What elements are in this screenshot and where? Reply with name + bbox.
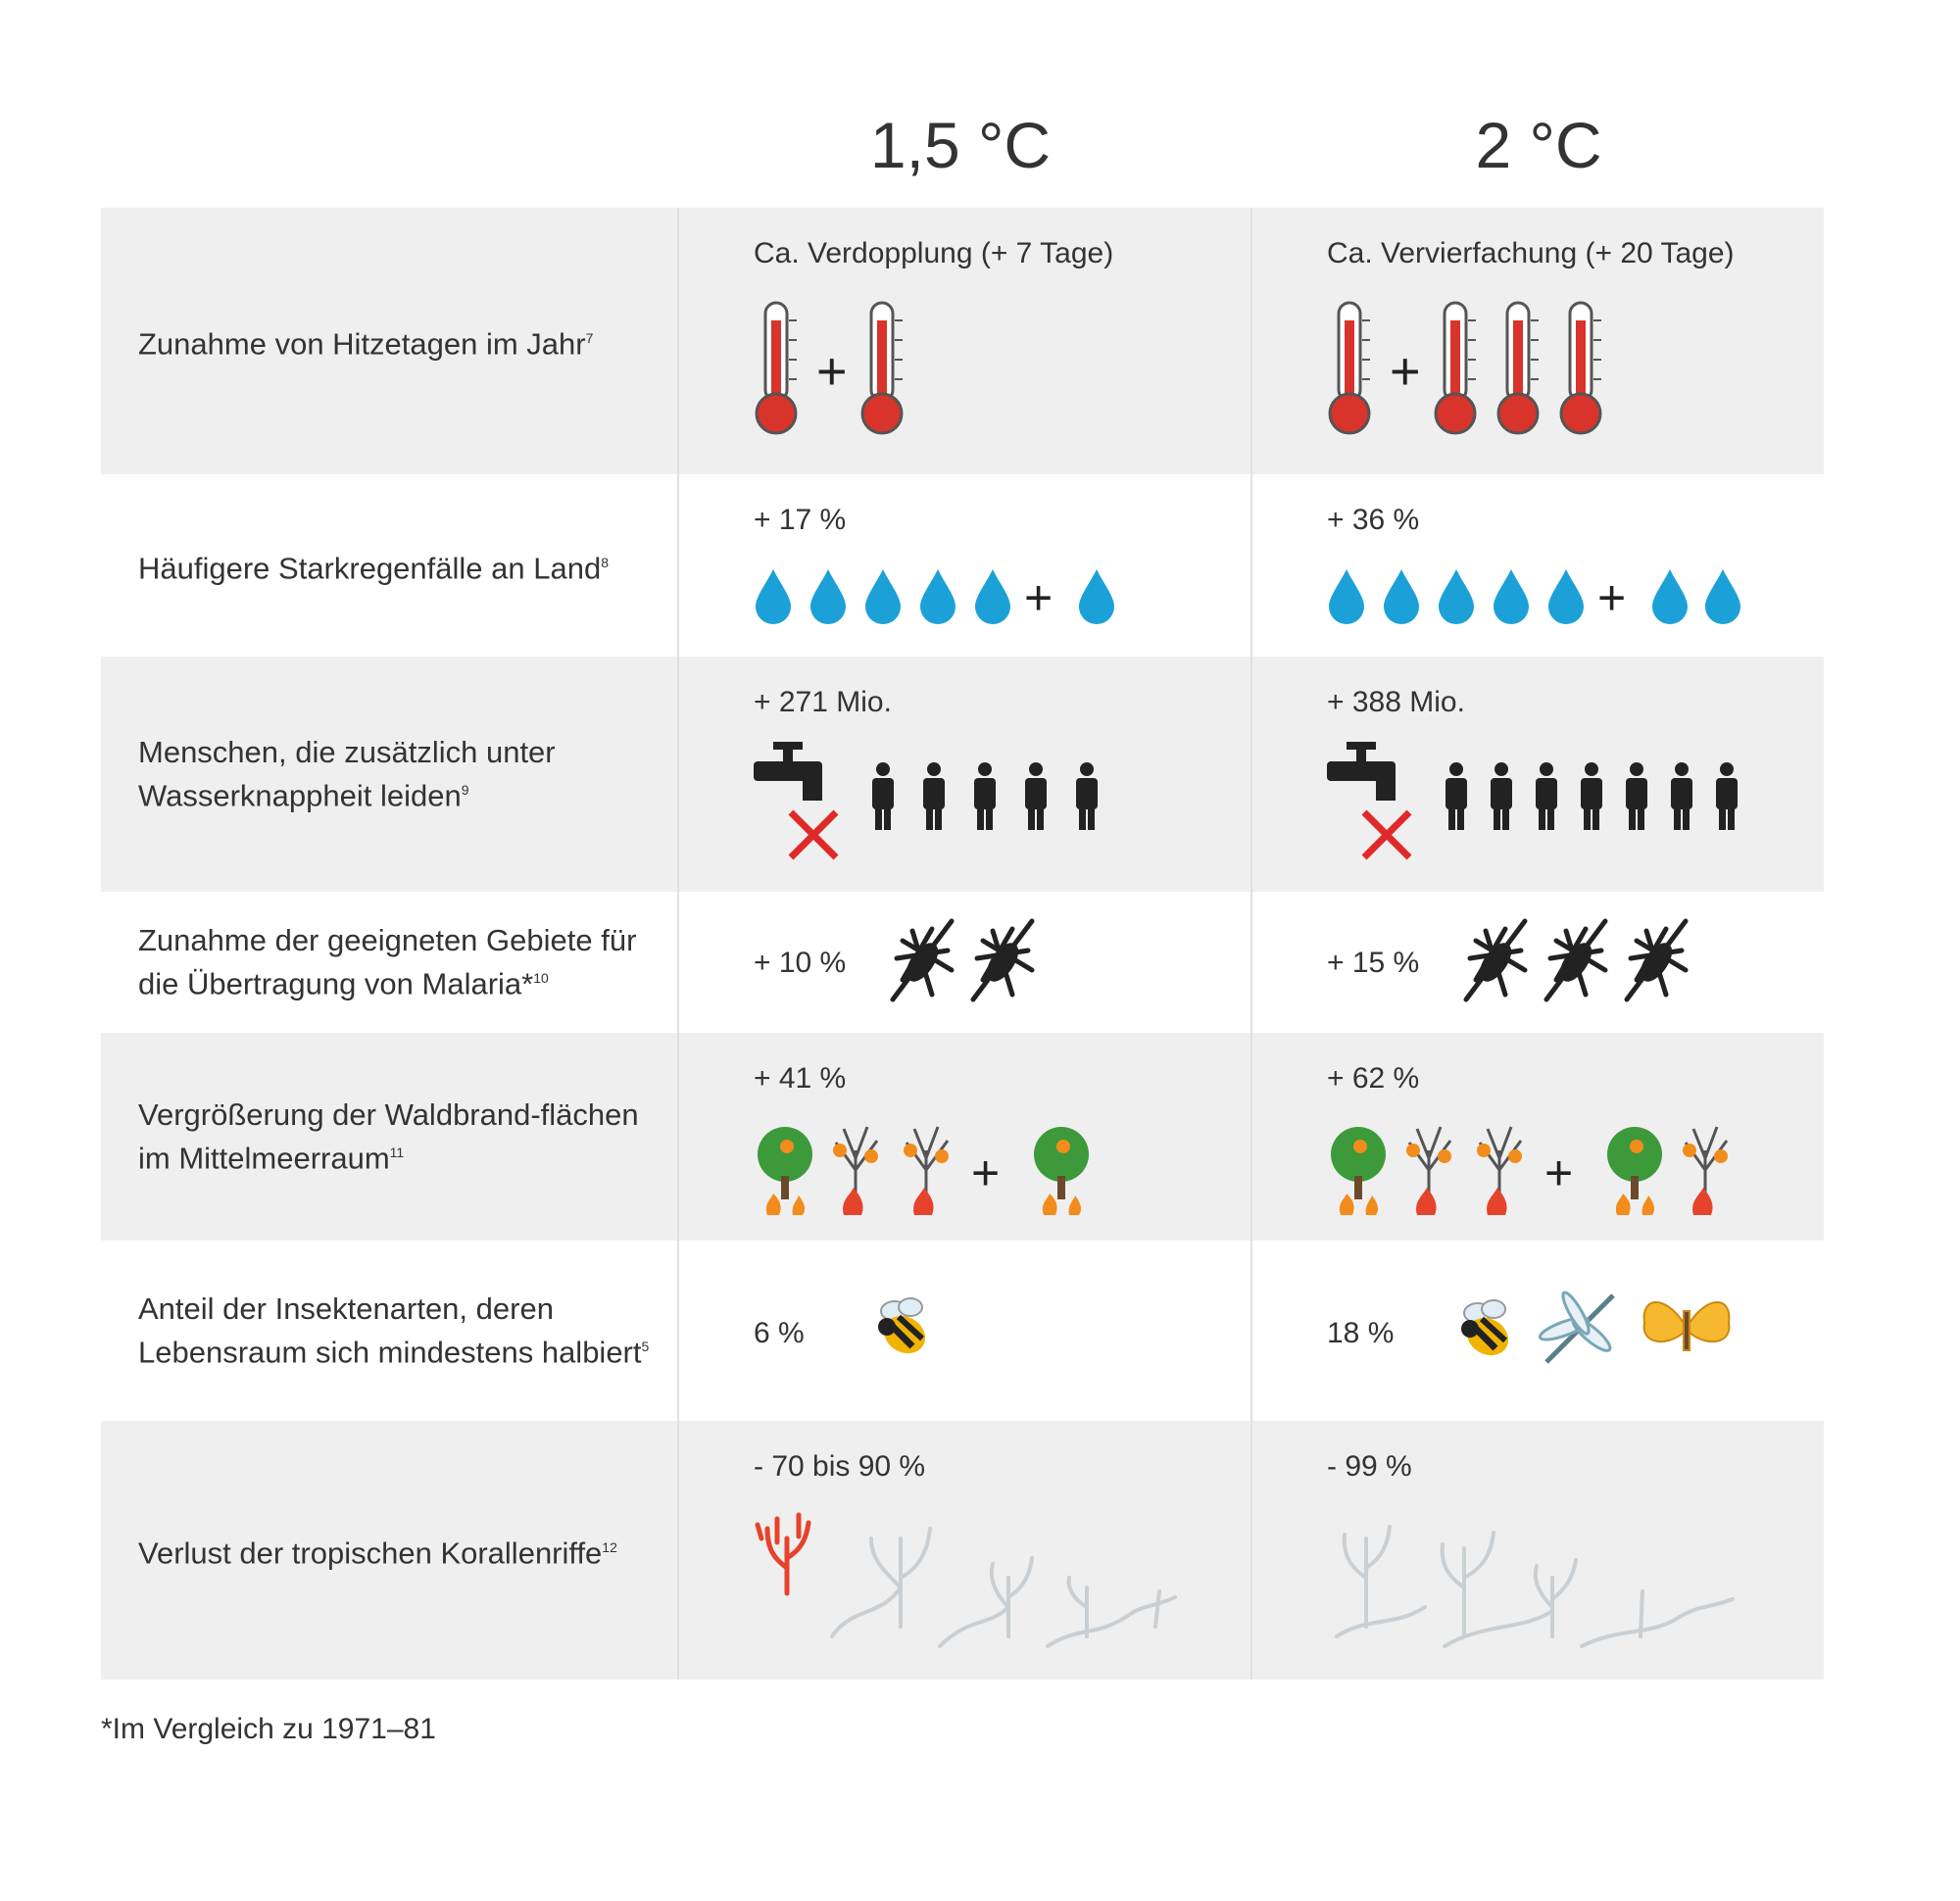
insect-icons (865, 1290, 944, 1368)
row-insects (101, 1241, 1824, 1421)
svg-text:+: + (1024, 570, 1054, 625)
cell-1-5 (677, 1241, 1250, 1421)
cell-2 (1250, 657, 1824, 892)
drop-icons (1327, 567, 1748, 626)
value-text: + 15 % (1327, 947, 1420, 979)
row-malaria (101, 892, 1824, 1033)
row-label: Zunahme von Hitzetagen im Jahr$^7$ (138, 326, 594, 362)
value-text: - 99 % (1327, 1450, 1412, 1483)
fire-tree-icons (754, 1121, 1106, 1215)
cell-2 (1250, 1421, 1824, 1680)
value-text: 18 % (1327, 1317, 1395, 1349)
value-text: Ca. Vervierfachung (+ 20 Tage) (1327, 237, 1735, 269)
row-water-scarcity (101, 657, 1824, 892)
cell-1-5 (677, 657, 1250, 892)
row-label: Zunahme der geeigneten Gebiete für die Übertragung von Malaria*$^{10}$ (138, 922, 637, 1001)
value-text: + 17 % (754, 504, 847, 536)
svg-text:+: + (1597, 570, 1627, 625)
cell-2 (1250, 208, 1824, 474)
tree-fire-icon (1327, 1121, 1739, 1215)
value-text: + 388 Mio. (1327, 686, 1465, 718)
row-coral-reefs (101, 1421, 1824, 1680)
value-text: 6 % (754, 1317, 805, 1349)
water-icons (754, 740, 1126, 867)
coral-icons (1327, 1509, 1739, 1656)
cell-1-5 (677, 1033, 1250, 1241)
header-1-5-degrees: 1,5 °C (869, 109, 1052, 181)
cell-2 (1250, 1033, 1824, 1241)
bee-dragonfly-butterfly-icon (1448, 1284, 1742, 1378)
mosquito-icons (883, 911, 1050, 1013)
row-label: Anteil der Insektenarten, deren Lebensraum sich mindestens halbiert$^5$ (138, 1291, 650, 1370)
thermometer-icon (754, 301, 1028, 438)
tree-fire-icon (754, 1121, 1106, 1215)
header-2-degrees: 2 °C (1475, 109, 1602, 181)
coral-icons (754, 1509, 1185, 1656)
cell-1-5 (677, 892, 1250, 1033)
drop-icons (754, 567, 1126, 626)
faucet-person-icon (1327, 740, 1758, 867)
svg-text:+: + (1390, 342, 1421, 401)
fire-tree-icons (1327, 1121, 1739, 1215)
water-icons (1327, 740, 1758, 867)
coral-icon (754, 1509, 1185, 1656)
thermometer-icons (1327, 301, 1621, 438)
svg-text:+: + (1544, 1145, 1574, 1200)
value-text: + 271 Mio. (754, 686, 892, 718)
row-label: Verlust der tropischen Korallenriffe$^{12}$ (138, 1535, 617, 1571)
row-wildfire (101, 1033, 1824, 1241)
cell-1-5 (677, 208, 1250, 474)
value-text: + 41 % (754, 1062, 847, 1095)
value-text: + 36 % (1327, 504, 1420, 536)
cell-1-5 (677, 474, 1250, 657)
cell-2 (1250, 892, 1824, 1033)
cell-2 (1250, 474, 1824, 657)
value-text: Ca. Verdopplung (+ 7 Tage) (754, 237, 1114, 269)
coral-bleached-icon (1327, 1509, 1739, 1656)
faucet-person-icon (754, 740, 1126, 867)
svg-text:+: + (971, 1145, 1001, 1200)
cell-2 (1250, 1241, 1824, 1421)
row-label: Menschen, die zusätzlich unter Wasserknappheit leiden$^9$ (138, 734, 556, 813)
footnote: *Im Vergleich zu 1971–81 (101, 1713, 436, 1745)
insect-icons (1448, 1284, 1742, 1378)
bee-icon (865, 1290, 944, 1368)
thermometer-icons (754, 301, 1028, 438)
drop-icon (754, 567, 1126, 626)
value-text: + 10 % (754, 947, 847, 979)
value-text: - 70 bis 90 % (754, 1450, 926, 1483)
row-label: Vergrößerung der Waldbrand-flächen im Mittelmeerraum$^{11}$ (138, 1097, 639, 1176)
mosquito-icon (1456, 911, 1701, 1013)
comparison-table (101, 208, 1824, 1680)
row-heavy-rain (101, 474, 1824, 657)
row-label: Häufigere Starkregenfälle an Land$^8$ (138, 551, 610, 586)
cell-1-5 (677, 1421, 1250, 1680)
drop-icon (1327, 567, 1748, 626)
mosquito-icons (1456, 911, 1701, 1013)
thermometer-icon (1327, 301, 1621, 438)
row-heat-days (101, 208, 1824, 474)
mosquito-icon (883, 911, 1050, 1013)
value-text: + 62 % (1327, 1062, 1420, 1095)
svg-text:+: + (816, 342, 848, 401)
